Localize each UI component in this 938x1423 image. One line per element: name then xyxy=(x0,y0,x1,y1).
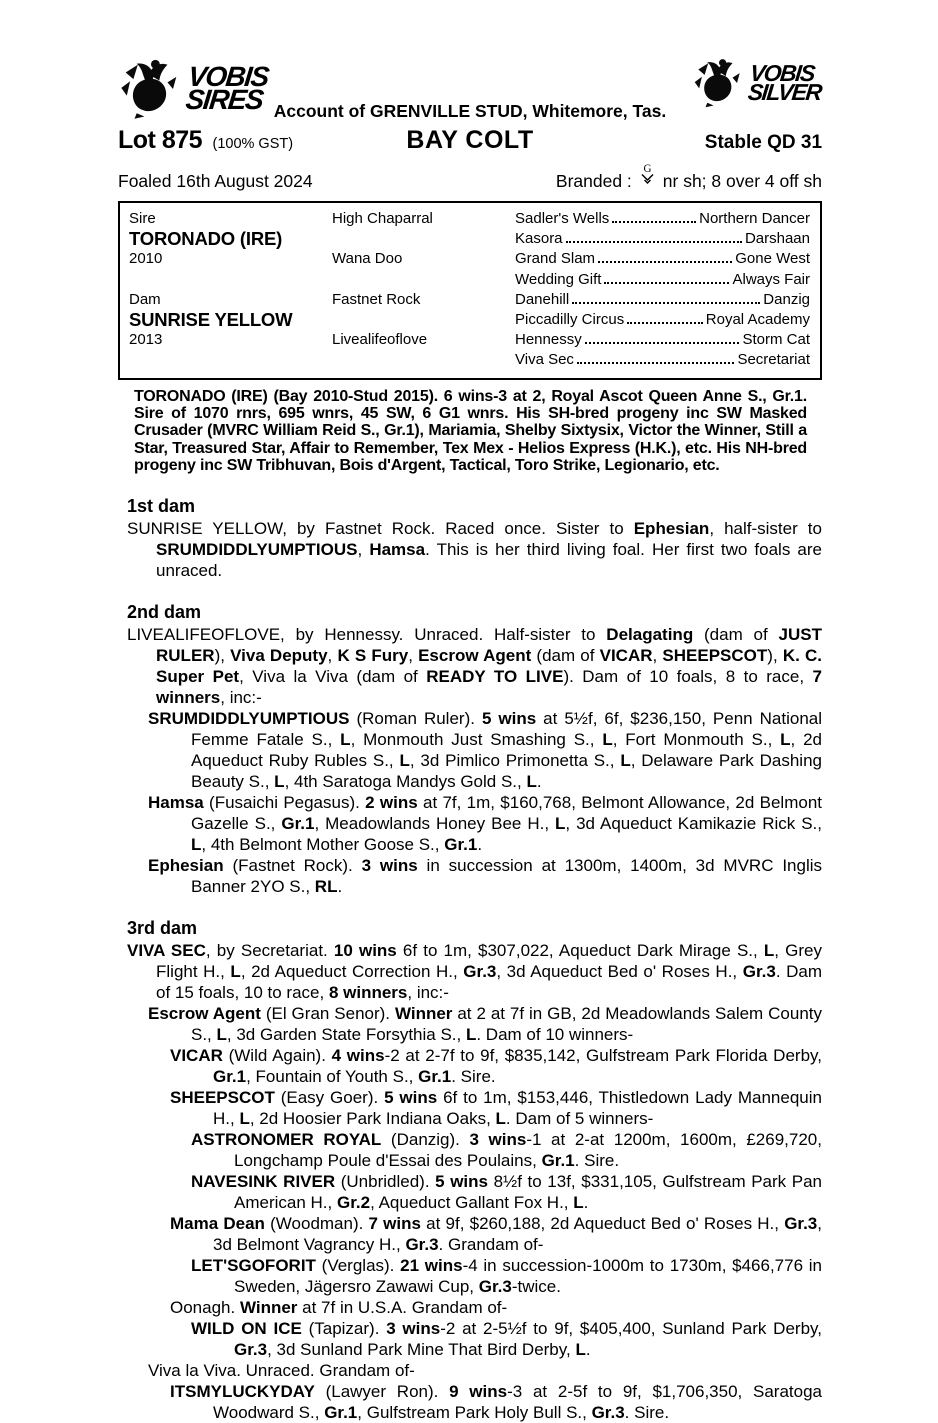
ancestor-name: Danzig xyxy=(763,290,810,308)
gen3-row xyxy=(515,310,810,330)
dot-leader xyxy=(572,302,760,304)
horse-jockey-icon xyxy=(118,56,184,122)
sire-name: TORONADO (IRE) xyxy=(129,228,283,250)
pedigree-entry: NAVESINK RIVER (Unbridled). 5 wins 8½f to 13f, $331,105, Gulfstream Park Pan American H., Gr.2, Aqueduct Gallant Fox H., L. xyxy=(191,1171,822,1212)
ancestor-name: Piccadilly Circus xyxy=(515,311,625,329)
pedigree-entry: SRUMDIDDLYUMPTIOUS (Roman Ruler). 5 wins at 5½f, 6f, $236,150, Penn National Femme Fatale S., L, Monmouth Just Smashing S., L, Fort Monmouth S., L, 2d Aqueduct Ruby Rubles S., L, 3d Pimlico Primonetta S., L, Delaware Park Dashing Beauty S., L, 4th Saratoga Mandys Gold S., L. xyxy=(148,708,822,791)
logo-line: VOBIS xyxy=(748,60,816,87)
pedigree-entry: WILD ON ICE (Tapizar). 3 wins-2 at 2-5½f to 9f, $405,400, Sunland Park Derby, Gr.3, 3d Sunland Park Mine That Bird Derby, L. xyxy=(191,1318,822,1359)
dot-leader xyxy=(577,362,735,364)
ancestor-name: Secretariat xyxy=(737,351,810,369)
pedigree-entry: VICAR (Wild Again). 4 wins-2 at 2-7f to 9f, $835,142, Gulfstream Park Florida Derby, Gr.1, Fountain of Youth S., Gr.1. Sire. xyxy=(170,1045,822,1086)
lot-title-row xyxy=(118,126,822,155)
section-heading: 1st dam xyxy=(127,495,196,516)
gen3-row xyxy=(515,249,810,269)
page-content xyxy=(118,56,822,1423)
pedigree-entry: LIVEALIFEOFLOVE, by Hennessy. Unraced. Half-sister to Delagating (dam of JUST RULER), Viva Deputy, K S Fury, Escrow Agent (dam of VICAR, SHEEPSCOT), K. C. Super Pet, Viva la Viva (dam of READY TO LIVE). Dam of 10 foals, 8 to race, 7 winners, inc:- xyxy=(127,624,822,707)
logo-line: VOBIS xyxy=(186,61,270,93)
section-heading: 2nd dam xyxy=(127,601,202,622)
ancestor-name: Viva Sec xyxy=(515,351,574,369)
ancestor-name: Storm Cat xyxy=(742,331,810,349)
pedigree-entry: ITSMYLUCKYDAY (Lawyer Ron). 9 wins-3 at 2-5f to 9f, $1,706,350, Saratoga Woodward S., Gr.1, Gulfstream Park Holy Bull S., Gr.3. Sire. xyxy=(170,1381,823,1422)
pedigree-entry: Mama Dean (Woodman). 7 wins at 9f, $260,188, 2d Aqueduct Bed o' Roses H., Gr.3, 3d Belmont Vagrancy H., Gr.3. Grandam of- xyxy=(170,1213,823,1254)
dam-year: 2013 xyxy=(129,331,163,349)
gen3-row xyxy=(515,290,810,310)
page-title: BAY COLT xyxy=(406,126,534,154)
logo-text xyxy=(746,60,824,105)
ancestor-name: Danehill xyxy=(515,290,570,308)
section-heading: 3rd dam xyxy=(127,917,198,938)
gen3-row xyxy=(515,229,810,249)
gen3-row xyxy=(515,330,810,350)
ancestor-name: Royal Academy xyxy=(705,311,810,329)
branded-prefix: Branded : xyxy=(555,171,632,191)
sire-summary: TORONADO (IRE) (Bay 2010-Stud 2015). 6 wins-3 at 2, Royal Ascot Queen Anne S., Gr.1. Sire of 1070 rnrs, 695 wnrs, 45 SW, 6 G1 wnrs. His SH-bred progeny inc SW Masked Crusader (MVRC William Reid S., Gr.1), Mariamia, Shelby Sixtysix, Victor the Winner, Still a Star, Treasured Star, Affair to Remember, Tex Mex - Helios Express (H.K.), etc. His NH-bred progeny inc SW Tribhuvan, Bois d'Argent, Tactical, Toro Strike, Legionario, etc. xyxy=(134,387,807,475)
sire-label: Sire xyxy=(129,210,156,227)
pedigree-entry: SUNRISE YELLOW, by Fastnet Rock. Raced once. Sister to Ephesian, half-sister to SRUMDIDDLYUMPTIOUS, Hamsa. This is her third living foal. Her first two foals are unraced. xyxy=(127,518,822,580)
pedigree-table xyxy=(118,201,822,380)
dam-sections xyxy=(118,496,822,1423)
ancestor-name: Always Fair xyxy=(732,270,810,288)
dam-sire: Fastnet Rock xyxy=(332,290,421,308)
dot-leader xyxy=(604,282,729,284)
stable-number: Stable QD 31 xyxy=(704,132,823,153)
dot-leader xyxy=(627,322,703,324)
ancestor-name: Darshaan xyxy=(744,230,810,248)
gen3-row xyxy=(515,270,810,290)
branded-line xyxy=(556,162,822,192)
dot-leader xyxy=(566,241,742,243)
svg-text:G: G xyxy=(643,162,652,175)
sire-year: 2010 xyxy=(129,250,163,268)
ancestor-name: Sadler's Wells xyxy=(515,210,610,227)
dam-label: Dam xyxy=(129,290,161,308)
foaled-date: Foaled 16th August 2024 xyxy=(118,171,313,191)
dam-dam: Livealifeoflove xyxy=(332,331,428,349)
page-header xyxy=(118,56,822,124)
sire-dam: Wana Doo xyxy=(332,250,403,268)
brand-mark-icon xyxy=(639,162,656,192)
ancestor-name: Gone West xyxy=(735,250,810,268)
ancestor-name: Hennessy xyxy=(515,331,582,349)
pedigree-entry: SHEEPSCOT (Easy Goer). 5 wins 6f to 1m, $153,446, Thistledown Lady Mannequin H., L, 2d Hoosier Park Indiana Oaks, L. Dam of 5 winners- xyxy=(170,1087,822,1128)
lot-number: Lot 875 xyxy=(118,126,203,154)
pedigree-entry: Viva la Viva. Unraced. Grandam of- xyxy=(148,1360,415,1380)
pedigree-entry: ASTRONOMER ROYAL (Danzig). 3 wins-1 at 2-at 1200m, 1600m, £269,720, Longchamp Poule d'Essai des Poulains, Gr.1. Sire. xyxy=(191,1129,822,1170)
dam-name: SUNRISE YELLOW xyxy=(129,309,293,331)
foaled-branded-row xyxy=(118,162,822,192)
sire-sire: High Chaparral xyxy=(332,210,433,227)
ancestor-name: Kasora xyxy=(515,230,563,248)
pedigree-entry: LET'SGOFORIT (Verglas). 21 wins-4 in succession-1000m to 1730m, $466,776 in Sweden, Jägersro Zawawi Cup, Gr.3-twice. xyxy=(191,1255,822,1296)
pedigree-entry: Hamsa (Fusaichi Pegasus). 2 wins at 7f, 1m, $160,768, Belmont Allowance, 2d Belmont Gazelle S., Gr.1, Meadowlands Honey Bee H., L, 3d Aqueduct Kamikazie Rick S., L, 4th Belmont Mother Goose S., Gr.1. xyxy=(148,792,822,854)
ancestor-name: Northern Dancer xyxy=(699,210,810,227)
pedigree-entry: VIVA SEC, by Secretariat. 10 wins 6f to 1m, $307,022, Aqueduct Dark Mirage S., L, Grey Flight H., L, 2d Aqueduct Correction H., Gr.3, 3d Aqueduct Bed o' Roses H., Gr.3. Dam of 15 foals, 10 to race, 8 winners, inc:- xyxy=(127,940,822,1002)
gst-label: (100% GST) xyxy=(212,136,294,152)
pedigree-entry: Ephesian (Fastnet Rock). 3 wins in succession at 1300m, 1400m, 3d MVRC Inglis Banner 2YO S., RL. xyxy=(148,855,823,896)
logo-line: SILVER xyxy=(746,79,823,105)
account-line: Account of GRENVILLE STUD, Whitemore, Tas. xyxy=(273,101,667,121)
dot-leader xyxy=(612,221,696,223)
ancestor-name: Wedding Gift xyxy=(515,270,602,288)
gen3-column xyxy=(515,209,810,371)
dot-leader xyxy=(598,261,732,263)
gen3-row xyxy=(515,209,810,229)
logo-line: SIRES xyxy=(184,84,265,115)
ancestor-name: Grand Slam xyxy=(515,250,596,268)
dot-leader xyxy=(585,342,740,344)
pedigree-entry: Escrow Agent (El Gran Senor). Winner at 2 at 7f in GB, 2d Meadowlands Salem County S., L, 3d Garden State Forsythia S., L. Dam of 10 winners- xyxy=(148,1003,823,1044)
branded-suffix: nr sh; 8 over 4 off sh xyxy=(662,171,822,191)
gen3-row xyxy=(515,350,810,370)
pedigree-entry: Oonagh. Winner at 7f in U.S.A. Grandam of- xyxy=(170,1297,508,1317)
